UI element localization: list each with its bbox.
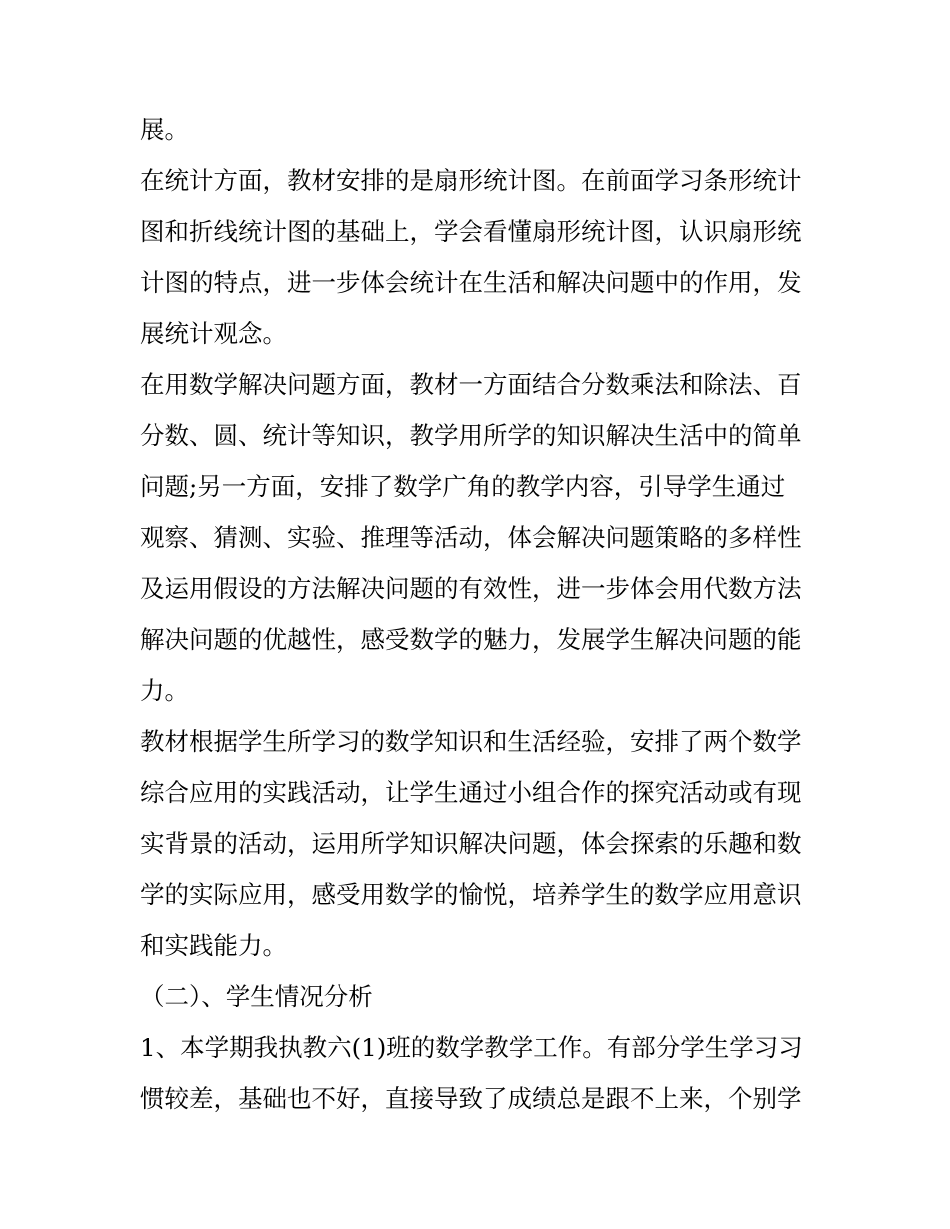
text-line: 及运用假设的方法解决问题的有效性，进一步体会用代数方法 <box>140 574 802 603</box>
text-line: 观察、猜测、实验、推理等活动，体会解决问题策略的多样性 <box>140 523 802 552</box>
section-heading: （二）、学生情况分析 <box>140 982 373 1011</box>
text-line: 展统计观念。 <box>140 319 287 348</box>
text-line: 问题;另一方面，安排了数学广角的教学内容，引导学生通过 <box>140 472 786 501</box>
text-line: 在统计方面，教材安排的是扇形统计图。在前面学习条形统计 <box>140 166 802 195</box>
text-line: 计图的特点，进一步体会统计在生活和解决问题中的作用，发 <box>140 268 802 297</box>
text-line: 教材根据学生所学习的数学知识和生活经验，安排了两个数学 <box>140 727 802 756</box>
text-line: 综合应用的实践活动，让学生通过小组合作的探究活动或有现 <box>140 778 802 807</box>
text-line: 分数、圆、统计等知识，教学用所学的知识解决生活中的简单 <box>140 421 802 450</box>
text-line: 学的实际应用，感受用数学的愉悦，培养学生的数学应用意识 <box>140 880 802 909</box>
text-line: 1、本学期我执教六(1)班的数学教学工作。有部分学生学习习 <box>140 1033 803 1062</box>
text-line: 图和折线统计图的基础上，学会看懂扇形统计图，认识扇形统 <box>140 217 802 246</box>
document-body <box>140 104 820 1124</box>
text-line: 在用数学解决问题方面，教材一方面结合分数乘法和除法、百 <box>140 370 802 399</box>
text-line: 解决问题的优越性，感受数学的魅力，发展学生解决问题的能 <box>140 625 802 654</box>
text-line: 实背景的活动，运用所学知识解决问题，体会探索的乐趣和数 <box>140 829 802 858</box>
text-line: 展。 <box>140 115 189 144</box>
text-line: 惯较差，基础也不好，直接导致了成绩总是跟不上来，个别学 <box>140 1084 802 1113</box>
text-line: 和实践能力。 <box>140 931 287 960</box>
text-line: 力。 <box>140 676 189 705</box>
